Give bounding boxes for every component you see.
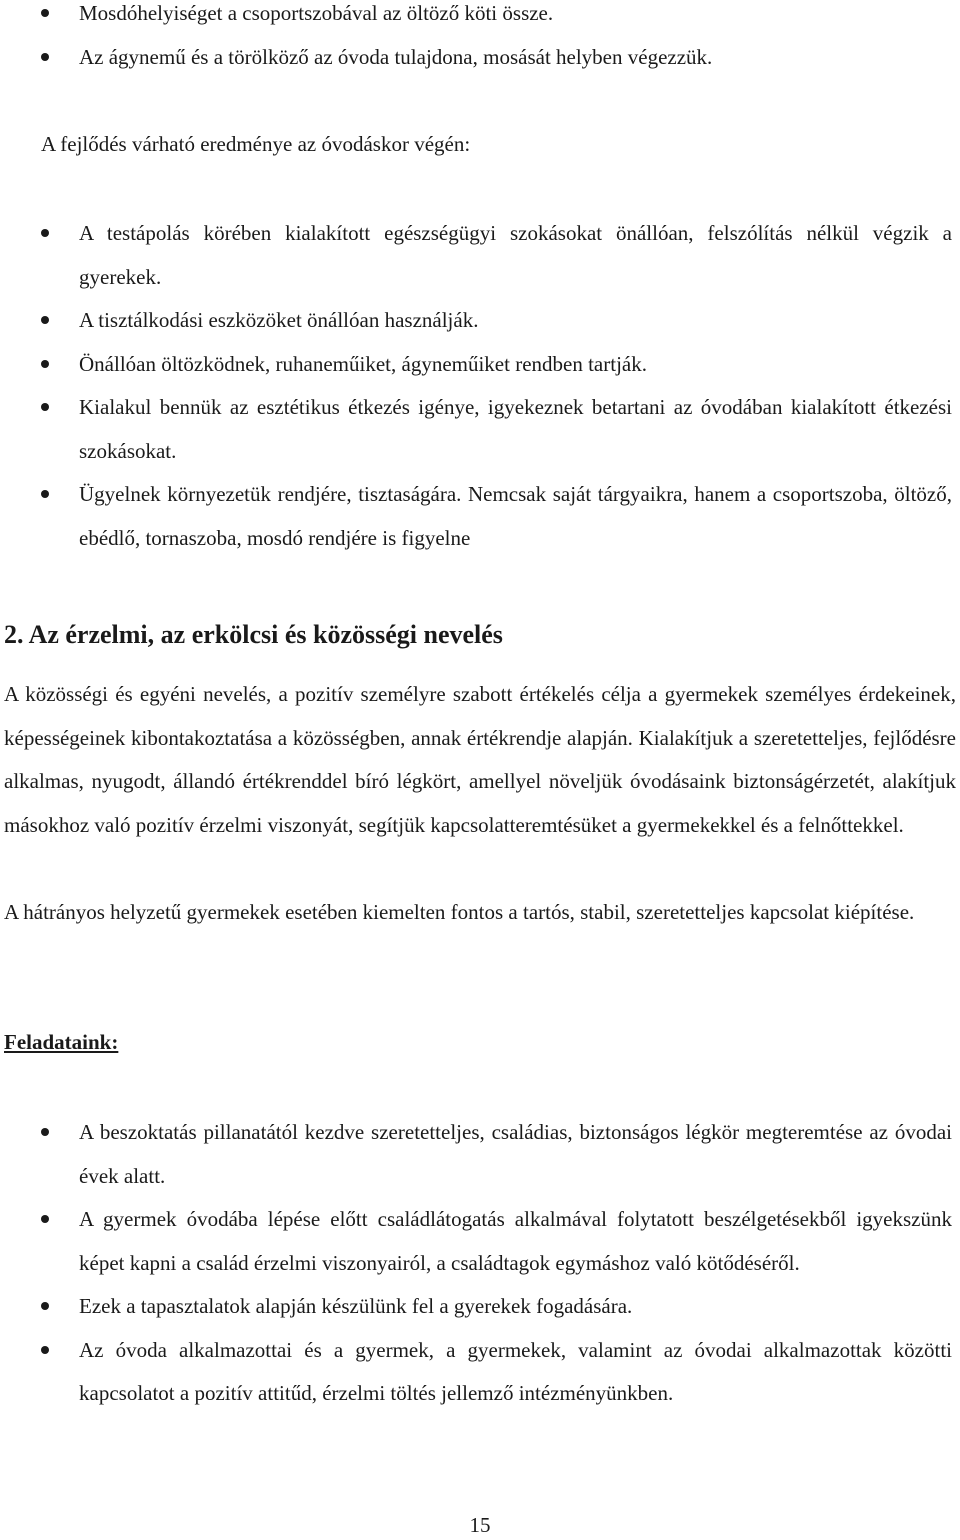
- bullet-icon: [41, 1128, 49, 1136]
- list-item: Önállóan öltözködnek, ruhaneműiket, ágyneműiket rendben tartják.: [0, 343, 956, 387]
- bullet-icon: [41, 1302, 49, 1310]
- bullet-icon: [41, 1346, 49, 1354]
- list-item: Az óvoda alkalmazottai és a gyermek, a gyermekek, valamint az óvodai alkalmazottak közötti kapcsolatot a pozitív attitűd, érzelmi töltés jellemző intézményünkben.: [0, 1329, 956, 1416]
- bullet-icon: [41, 490, 49, 498]
- bullet-icon: [41, 316, 49, 324]
- bullet-icon: [41, 53, 49, 61]
- list-item: Az ágynemű és a törölköző az óvoda tulajdona, mosását helyben végezzük.: [0, 36, 956, 80]
- page-number: 15: [469, 1513, 491, 1537]
- list-item: Kialakul bennük az esztétikus étkezés igénye, igyekeznek betartani az óvodában kialakított étkezési szokásokat.: [0, 386, 956, 473]
- bullet-icon: [41, 1215, 49, 1223]
- tasks-heading: Feladataink:: [4, 1030, 119, 1054]
- bullet-icon: [41, 229, 49, 237]
- list-item: Mosdóhelyiséget a csoportszobával az öltöző köti össze.: [0, 0, 956, 36]
- tasks-bullet-list: [0, 1111, 956, 1416]
- section-paragraph: A közösségi és egyéni nevelés, a pozitív személyre szabott értékelés célja a gyermekek személyes érdekeinek, képességeinek kibontakoztatása a közösségben, annak értékrendje alapján. Kialakítjuk a szeretetteljes, fejlődésre alkalmas, nyugodt, állandó értékrenddel bíró légkört, amellyel növeljük óvodásaink biztonságérzetét, alakítjuk másokhoz való pozitív érzelmi viszonyát, segítjük kapcsolatteremtésüket a gyermekekkel és a felnőttekkel.: [4, 682, 956, 837]
- list-item: A gyermek óvodába lépése előtt családlátogatás alkalmával folytatott beszélgetésekből igyekszünk képet kapni a család érzelmi viszonyairól, a családtagok egymáshoz való kötődéséről.: [0, 1198, 956, 1285]
- list-item: A beszoktatás pillanatától kezdve szeretetteljes, családias, biztonságos légkör megteremtése az óvodai évek alatt.: [0, 1111, 956, 1198]
- results-bullet-list: [0, 212, 956, 560]
- bullet-icon: [41, 360, 49, 368]
- bullet-icon: [41, 403, 49, 411]
- bullet-icon: [41, 9, 49, 17]
- section-title: 2. Az érzelmi, az erkölcsi és közösségi nevelés: [4, 620, 503, 649]
- results-heading: A fejlődés várható eredménye az óvodáskor végén:: [41, 132, 471, 156]
- list-item: A tisztálkodási eszközöket önállóan használják.: [0, 299, 956, 343]
- list-item: Ezek a tapasztalatok alapján készülünk fel a gyerekek fogadására.: [0, 1285, 956, 1329]
- list-item: A testápolás körében kialakított egészségügyi szokásokat önállóan, felszólítás nélkül végzik a gyerekek.: [0, 212, 956, 299]
- section-paragraph: A hátrányos helyzetű gyermekek esetében kiemelten fontos a tartós, stabil, szeretetteljes kapcsolat kiépítése.: [4, 900, 915, 924]
- list-item: Ügyelnek környezetük rendjére, tisztaságára. Nemcsak saját tárgyaikra, hanem a csoportszoba, öltöző, ebédlő, tornaszoba, mosdó rendjére is figyelne: [0, 473, 956, 560]
- top-bullet-list: [0, 0, 956, 79]
